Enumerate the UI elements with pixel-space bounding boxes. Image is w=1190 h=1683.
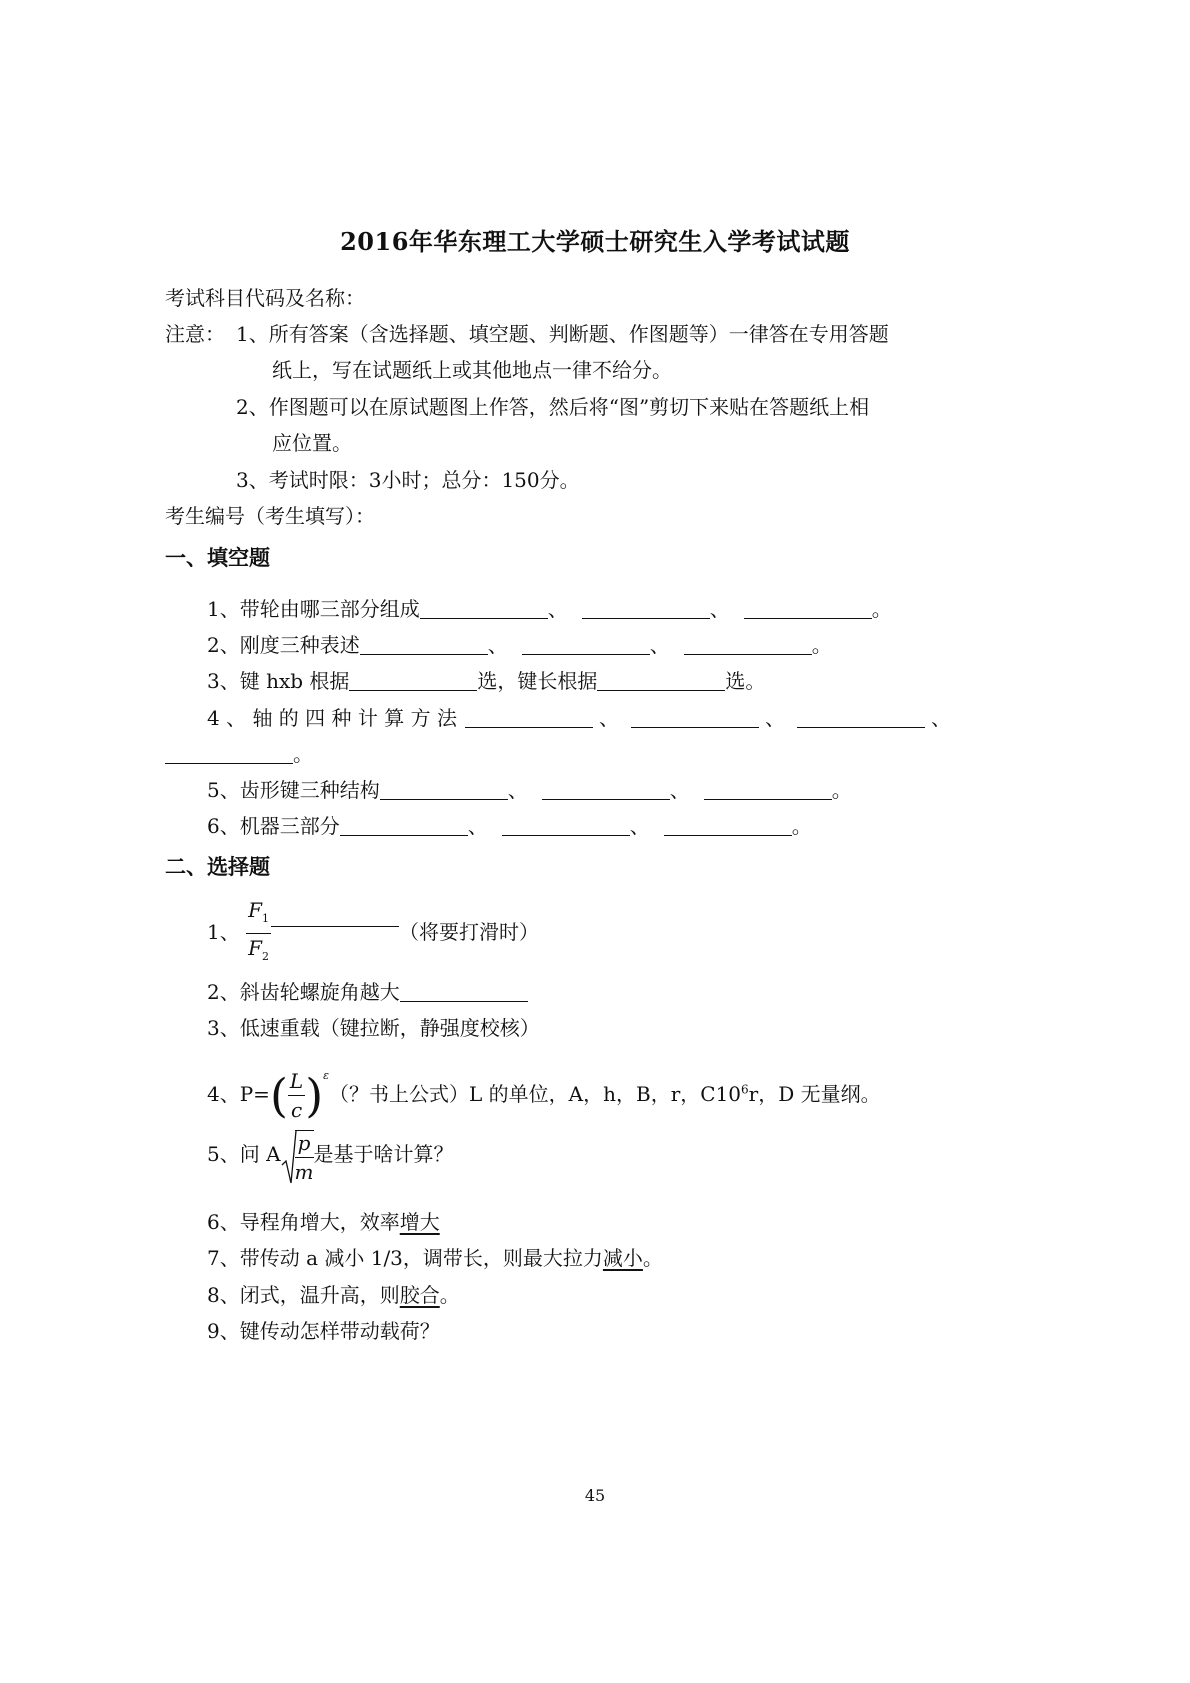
question-2-4: 4、P=( $\frac{L}{c}$ )$^\varepsilon$（？书上公式）L 的单位，A，h，B，r，$C10^6r$，D 无量纲。 (207, 1068, 881, 1123)
answer-blank[interactable] (542, 779, 670, 800)
question-2-3: 3、低速重载（键拉断，静强度校核） (207, 1016, 540, 1040)
answer-blank[interactable] (165, 743, 293, 764)
answer-blank[interactable] (744, 598, 872, 619)
answer-blank[interactable] (597, 670, 725, 691)
question-2-7: 7、带传动 a 减小 1/3，调带长，则最大拉力减小。 (207, 1246, 663, 1270)
question-1-2: 2、刚度三种表述 、 、 。 (207, 633, 832, 657)
question-2-2: 2、斜齿轮螺旋角越大 (207, 978, 528, 1006)
note-line: 应位置。 (272, 431, 352, 455)
section-heading: 二、选择题 (165, 854, 270, 879)
question-2-5: 5、问 A $\frac{p}{m}$ 是基于啥计算？ (207, 1124, 454, 1184)
candidate-label: 考生编号（考生填写）： (165, 504, 375, 528)
answer-blank[interactable] (704, 779, 832, 800)
answer-text: 胶合 (399, 1283, 440, 1307)
answer-blank[interactable] (664, 815, 792, 836)
sqrt-formula: $\frac{p}{m}$ (281, 1126, 314, 1186)
answer-blank[interactable] (797, 707, 925, 728)
page-title: 2016年华东理工大学硕士研究生入学考试试题 (340, 227, 850, 256)
note-line: 1、所有答案（含选择题、填空题、判断题、作图题等）一律答在专用答题 (236, 322, 889, 346)
question-1-1: 1、带轮由哪三部分组成 、 、 。 (207, 597, 892, 621)
question-2-9: 9、键传动怎样带动载荷？ (207, 1319, 440, 1343)
answer-blank[interactable] (340, 815, 468, 836)
answer-blank[interactable] (420, 598, 548, 619)
question-1-4: 4 、 轴 的 四 种 计 算 方 法 、 、 、 (207, 706, 951, 730)
section-heading: 一、填空题 (165, 545, 270, 570)
answer-blank[interactable] (502, 815, 630, 836)
answer-blank[interactable] (522, 634, 650, 655)
answer-blank[interactable] (349, 670, 477, 691)
question-1-3: 3、键 hxb 根据 选，键长根据 选。 (207, 669, 766, 693)
notice-label: 注意： (165, 322, 225, 346)
answer-text: 增大 (399, 1210, 440, 1234)
fraction-formula: $\frac{F_1}{F_2}$ (248, 898, 269, 963)
answer-blank[interactable] (400, 981, 528, 1002)
answer-blank[interactable] (360, 634, 488, 655)
question-2-1: 1、 $\frac{F_1}{F_2}$ （将要打滑时） (207, 898, 539, 958)
note-line: 纸上，写在试题纸上或其他地点一律不给分。 (272, 358, 672, 382)
page-number: 45 (584, 1486, 606, 1505)
question-2-8: 8、闭式，温升高，则胶合。 (207, 1283, 460, 1307)
answer-blank[interactable] (684, 634, 812, 655)
answer-blank[interactable] (582, 598, 710, 619)
question-1-4-cont: 。 (165, 740, 313, 768)
note-line: 2、作图题可以在原试题图上作答，然后将“图”剪切下来贴在答题纸上相 (236, 395, 870, 419)
answer-blank[interactable] (380, 779, 508, 800)
note-line: 3、考试时限：3小时；总分：150分。 (236, 468, 580, 492)
question-2-6: 6、导程角增大，效率增大 (207, 1210, 440, 1234)
question-1-5: 5、齿形键三种结构 、 、 。 (207, 778, 852, 802)
fraction-formula: $\frac{L}{c}$ (289, 1069, 304, 1122)
answer-blank[interactable] (271, 906, 399, 927)
answer-text: 减小 (602, 1246, 643, 1270)
question-1-6: 6、机器三部分 、 、 。 (207, 814, 812, 838)
subject-label: 考试科目代码及名称： (165, 286, 365, 310)
answer-blank[interactable] (465, 707, 593, 728)
answer-blank[interactable] (631, 707, 759, 728)
